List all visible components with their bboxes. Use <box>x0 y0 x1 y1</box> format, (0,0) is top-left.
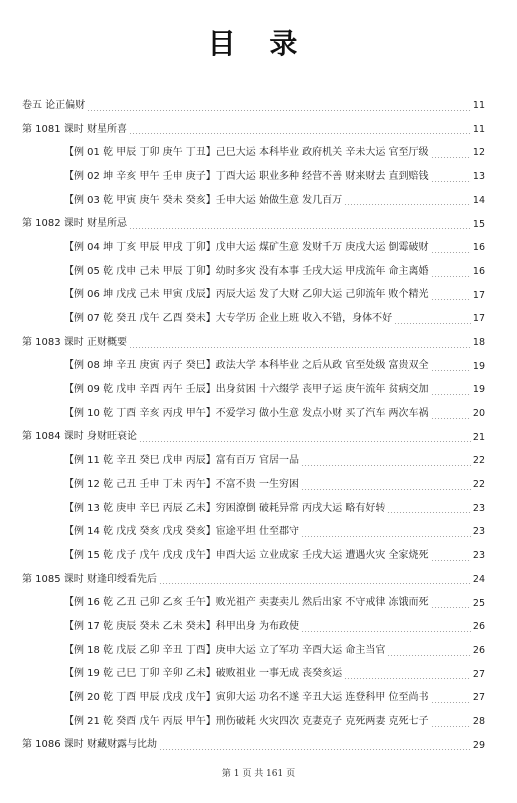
toc-leader-dots <box>431 726 471 727</box>
toc-page-number: 24 <box>472 573 485 585</box>
toc-page-number: 13 <box>472 171 485 183</box>
toc-entry-row[interactable] <box>0 307 517 331</box>
toc-section-row[interactable] <box>0 568 517 592</box>
toc-leader-dots <box>139 441 471 442</box>
toc-page-number: 21 <box>472 431 485 443</box>
toc-title: 第 1081 课时 财星所喜 <box>22 123 127 135</box>
toc-leader-dots <box>431 276 471 277</box>
toc-title: 【例 02 坤 辛亥 甲午 壬申 庚子】丁酉大运 职业多种 经营不善 财来财去 直到赔钱 <box>64 170 429 182</box>
toc-title: 【例 15 乾 戊子 戊午 戊戌 戊午】申酉大运 立业成家 壬戌大运 遭遇火灾 全家烧死 <box>64 549 429 561</box>
toc-title: 【例 11 乾 辛丑 癸巳 戊申 丙辰】富有百万 官居一品 <box>64 455 299 467</box>
toc-leader-dots <box>129 133 471 134</box>
toc-title: 第 1085 课时 财逢印绶看先后 <box>22 573 157 585</box>
toc-entry-row[interactable] <box>0 402 517 426</box>
toc-page-number: 26 <box>472 621 485 633</box>
toc-page-number: 26 <box>472 644 485 656</box>
toc-page-number: 23 <box>472 502 485 514</box>
toc-section-row[interactable] <box>0 118 517 142</box>
toc-entry-row[interactable] <box>0 544 517 568</box>
toc-title: 【例 03 乾 甲寅 庚午 癸未 癸亥】壬申大运 始做生意 发几百万 <box>64 194 343 206</box>
toc-page-number: 20 <box>472 408 485 420</box>
toc-title: 【例 09 乾 戊申 辛酉 丙午 壬辰】出身贫困 十六缀学 丧甲子运 庚午流年 贫病交加 <box>64 384 429 396</box>
toc-page-number: 16 <box>472 242 485 254</box>
toc-page-number: 14 <box>472 194 485 206</box>
toc-leader-dots <box>301 631 471 632</box>
toc-page-number: 22 <box>472 479 485 491</box>
toc-page-number: 11 <box>472 123 485 135</box>
toc-entry-row[interactable] <box>0 473 517 497</box>
toc-entry-row[interactable] <box>0 686 517 710</box>
page-footer: 第 1 页 共 161 页 <box>221 769 296 779</box>
toc-title: 【例 13 乾 庚申 辛巳 丙辰 乙未】穷困潦倒 破耗异常 丙戌大运 略有好转 <box>64 502 386 514</box>
toc-leader-dots <box>431 252 471 253</box>
toc-title: 【例 16 乾 乙丑 己卯 乙亥 壬午】败光祖产 卖妻卖儿 然后出家 不守戒律 冻饿而死 <box>64 597 429 609</box>
toc-entry-row[interactable] <box>0 520 517 544</box>
toc-page-number: 23 <box>472 526 485 538</box>
toc-title: 【例 01 乾 甲辰 丁卯 庚午 丁丑】己巳大运 本科毕业 政府机关 辛未大运 官至厅级 <box>64 147 429 159</box>
toc-entry-row[interactable] <box>0 663 517 687</box>
toc-leader-dots <box>301 465 471 466</box>
toc-leader-dots <box>159 749 471 750</box>
toc-leader-dots <box>387 512 471 513</box>
toc-title: 【例 21 乾 癸酉 戊午 丙辰 甲午】刑伤破耗 火灾四次 克妻克子 克死两妻 克死七子 <box>64 715 429 727</box>
toc-page-number: 23 <box>472 550 485 562</box>
toc-leader-dots <box>431 702 471 703</box>
toc-leader-dots <box>344 678 471 679</box>
toc-page-number: 17 <box>472 313 485 325</box>
toc-section-row[interactable] <box>0 734 517 758</box>
toc-page-number: 19 <box>472 360 485 372</box>
toc-section-row[interactable] <box>0 331 517 355</box>
toc-title: 【例 10 乾 丁酉 辛亥 丙戌 甲午】不爱学习 做小生意 发点小财 买了汽车 两次车祸 <box>64 407 429 419</box>
toc-page-number: 12 <box>472 147 485 159</box>
toc-title: 第 1086 课时 财藏财露与比劫 <box>22 739 157 751</box>
toc-page-number: 27 <box>472 692 485 704</box>
toc-title: 【例 04 坤 丁亥 甲辰 甲戌 丁卯】戊申大运 煤矿生意 发财千万 庚戌大运 倒霉破财 <box>64 241 429 253</box>
toc-section-row[interactable] <box>0 94 517 118</box>
toc-entry-row[interactable] <box>0 165 517 189</box>
toc-title: 第 1083 课时 正财概要 <box>22 336 127 348</box>
toc-entry-row[interactable] <box>0 449 517 473</box>
toc-page-number: 16 <box>472 265 485 277</box>
toc-title: 【例 05 乾 戊申 己未 甲辰 丁卯】幼时多灾 没有本事 壬戌大运 甲戌流年 命主离婚 <box>64 265 429 277</box>
toc-leader-dots <box>431 157 471 158</box>
toc-section-row[interactable] <box>0 212 517 236</box>
toc-entry-row[interactable] <box>0 639 517 663</box>
toc-page-number: 22 <box>472 455 485 467</box>
toc-title: 第 1084 课时 身财旺衰论 <box>22 431 137 443</box>
toc-entry-row[interactable] <box>0 189 517 213</box>
toc-leader-dots <box>344 204 471 205</box>
table-of-contents <box>0 94 517 757</box>
toc-leader-dots <box>394 323 471 324</box>
toc-page-number: 25 <box>472 597 485 609</box>
toc-title: 【例 06 坤 戊戌 己未 甲寅 戊辰】丙辰大运 发了大财 乙卯大运 己卯流年 败个精光 <box>64 289 429 301</box>
toc-leader-dots <box>431 370 471 371</box>
toc-entry-row[interactable] <box>0 591 517 615</box>
toc-page-number: 17 <box>472 289 485 301</box>
toc-title: 第 1082 课时 财星所忌 <box>22 218 127 230</box>
toc-leader-dots <box>301 536 471 537</box>
toc-leader-dots <box>431 418 471 419</box>
toc-title: 【例 20 乾 丁酉 甲辰 戊戌 戊午】寅卯大运 功名不遂 辛丑大运 连登科甲 位至尚书 <box>64 692 429 704</box>
toc-entry-row[interactable] <box>0 141 517 165</box>
toc-title: 【例 08 坤 辛丑 庚寅 丙子 癸巳】政法大学 本科毕业 之后从政 官至处级 富贵双全 <box>64 360 429 372</box>
toc-page-number: 15 <box>472 218 485 230</box>
toc-entry-row[interactable] <box>0 378 517 402</box>
toc-title: 【例 17 乾 庚辰 癸未 乙未 癸未】科甲出身 为布政使 <box>64 620 299 632</box>
toc-page-number: 18 <box>472 336 485 348</box>
page-title: 目 录 <box>207 27 310 60</box>
toc-leader-dots <box>431 299 471 300</box>
toc-leader-dots <box>129 347 471 348</box>
toc-page-number: 19 <box>472 384 485 396</box>
toc-leader-dots <box>431 394 471 395</box>
toc-title: 卷五 论正偏财 <box>22 99 86 111</box>
toc-leader-dots <box>301 489 471 490</box>
toc-leader-dots <box>87 110 471 111</box>
toc-entry-row[interactable] <box>0 355 517 379</box>
toc-entry-row[interactable] <box>0 497 517 521</box>
toc-title: 【例 12 乾 己丑 壬申 丁未 丙午】不富不贵 一生穷困 <box>64 478 299 490</box>
toc-page-number: 27 <box>472 668 485 680</box>
toc-entry-row[interactable] <box>0 284 517 308</box>
toc-title: 【例 07 乾 癸丑 戊午 乙酉 癸未】大专学历 企业上班 收入不错，身体不好 <box>64 313 393 325</box>
toc-section-row[interactable] <box>0 426 517 450</box>
toc-page-number: 28 <box>472 715 485 727</box>
toc-entry-row[interactable] <box>0 615 517 639</box>
toc-title: 【例 18 乾 戊辰 乙卯 辛丑 丁酉】庚申大运 立了军功 辛酉大运 命主当官 <box>64 644 386 656</box>
toc-entry-row[interactable] <box>0 710 517 734</box>
toc-leader-dots <box>431 181 471 182</box>
toc-leader-dots <box>431 560 471 561</box>
toc-leader-dots <box>159 583 471 584</box>
toc-leader-dots <box>129 228 471 229</box>
toc-page-number: 29 <box>472 739 485 751</box>
toc-title: 【例 14 乾 戊戌 癸亥 戊戌 癸亥】宦途平坦 仕至郡守 <box>64 526 299 538</box>
toc-entry-row[interactable] <box>0 236 517 260</box>
toc-entry-row[interactable] <box>0 260 517 284</box>
toc-page-number: 11 <box>472 100 485 112</box>
toc-leader-dots <box>431 607 471 608</box>
toc-leader-dots <box>387 655 471 656</box>
toc-title: 【例 19 乾 己巳 丁卯 辛卯 乙未】破败祖业 一事无成 丧癸亥运 <box>64 668 343 680</box>
